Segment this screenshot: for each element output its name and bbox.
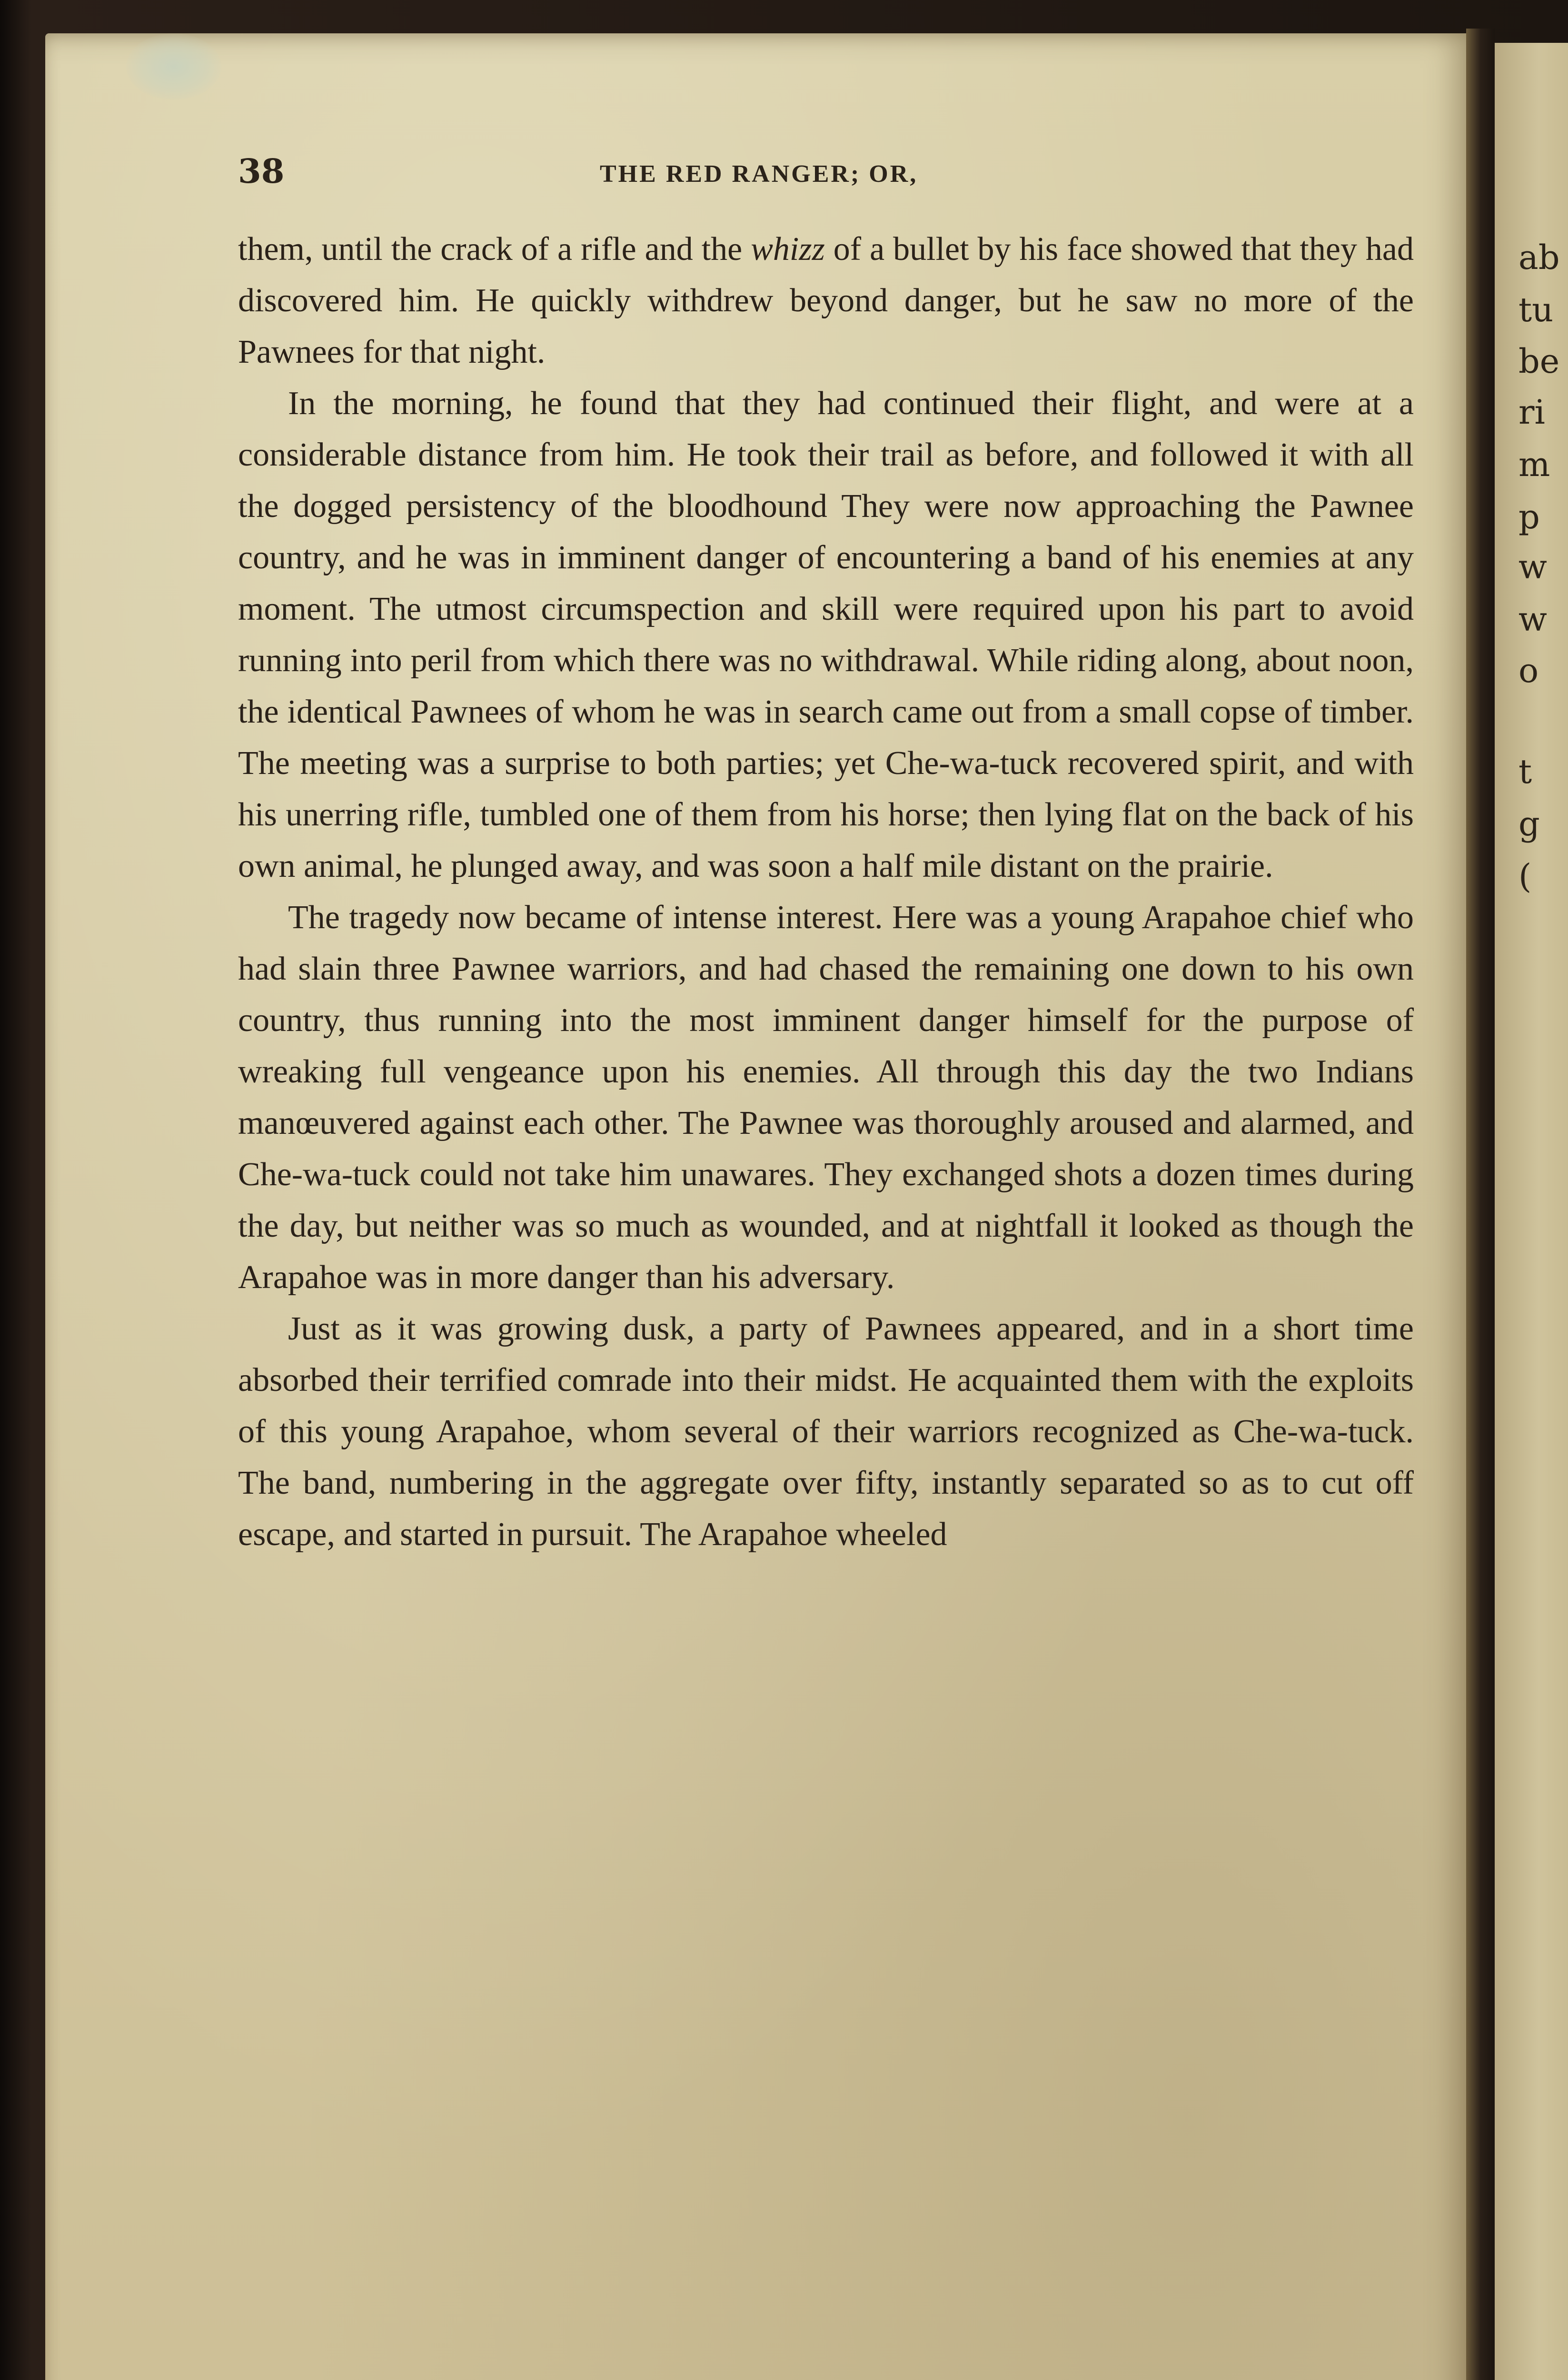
paragraph-text: of a bullet by his face showed that they had discovered him. He quickly withdrew beyond danger, but he saw no more of the Pawnees for that night. <box>238 231 1414 370</box>
page-header <box>238 151 1419 204</box>
page-number: 38 <box>238 151 285 191</box>
facing-page-fragment: be <box>1518 342 1560 381</box>
water-stain <box>126 33 221 100</box>
paragraph <box>238 378 1414 892</box>
facing-page-fragment: ab <box>1518 238 1560 277</box>
paragraph-text: them, until the crack of a rifle and the <box>238 231 751 268</box>
paragraph-text: The tragedy now became of intense interest. Here was a young Arapahoe chief who had slain three Pawnee warriors, and had chased the remaining one down to his own country, thus running into the most imminent danger himself for the purpose of wreaking full vengeance upon his enemies. All through this day the two Indians manœuvered against each other. The Pawnee was thoroughly aroused and alarmed, and Che-wa-tuck could not take him unawares. They exchanged shots a dozen times during the day, but neither was so much as wounded, and at nightfall it looked as though the Arapahoe was in more danger than his adversary. <box>238 899 1414 1296</box>
facing-page-fragment: t <box>1518 752 1532 791</box>
italic-word: whizz <box>751 231 825 268</box>
running-title: THE RED RANGER; OR, <box>600 160 918 188</box>
facing-page-fragment: p <box>1518 497 1540 536</box>
facing-page-fragment: m <box>1518 445 1550 484</box>
paragraph <box>238 1303 1414 1560</box>
facing-page-fragment: tu <box>1518 290 1554 329</box>
paragraph-text: Just as it was growing dusk, a party of Pawnees appeared, and in a short time absorbed their terrified comrade into their midst. He acquainted them with the exploits of this young Arapahoe, whom several of their warriors recognized as Che-wa-tuck. The band, numbering in the aggregate over fifty, instantly separated so as to cut off escape, and started in pursuit. The Arapahoe wheeled <box>238 1310 1414 1553</box>
paragraph <box>238 892 1414 1303</box>
facing-page-fragment: o <box>1518 651 1539 690</box>
book-gutter <box>1466 29 1495 2380</box>
facing-page-fragment: w <box>1518 547 1547 586</box>
facing-page <box>1495 43 1568 2380</box>
facing-page-fragment: ri <box>1518 393 1545 432</box>
facing-page-fragment: ( <box>1518 857 1532 896</box>
facing-page-fragment: g <box>1518 804 1540 843</box>
body-text <box>238 224 1414 1560</box>
facing-page-fragment: w <box>1518 600 1547 639</box>
paragraph-text: In the morning, he found that they had continued their flight, and were at a considerable distance from him. He took their trail as before, and followed it with all the dogged persistency of the bloodhound They were now approaching the Pawnee country, and he was in imminent danger of encountering a band of his enemies at any moment. The utmost circumspection and skill were required upon his part to avoid running into peril from which there was no withdrawal. While riding along, about noon, the identical Pawnees of whom he was in search came out from a small copse of timber. The meeting was a surprise to both parties; yet Che-wa-tuck recovered spirit, and with his unerring rifle, tumbled one of them from his horse; then lying flat on the back of his own animal, he plunged away, and was soon a half mile distant on the prairie. <box>238 385 1414 884</box>
paragraph <box>238 224 1414 378</box>
